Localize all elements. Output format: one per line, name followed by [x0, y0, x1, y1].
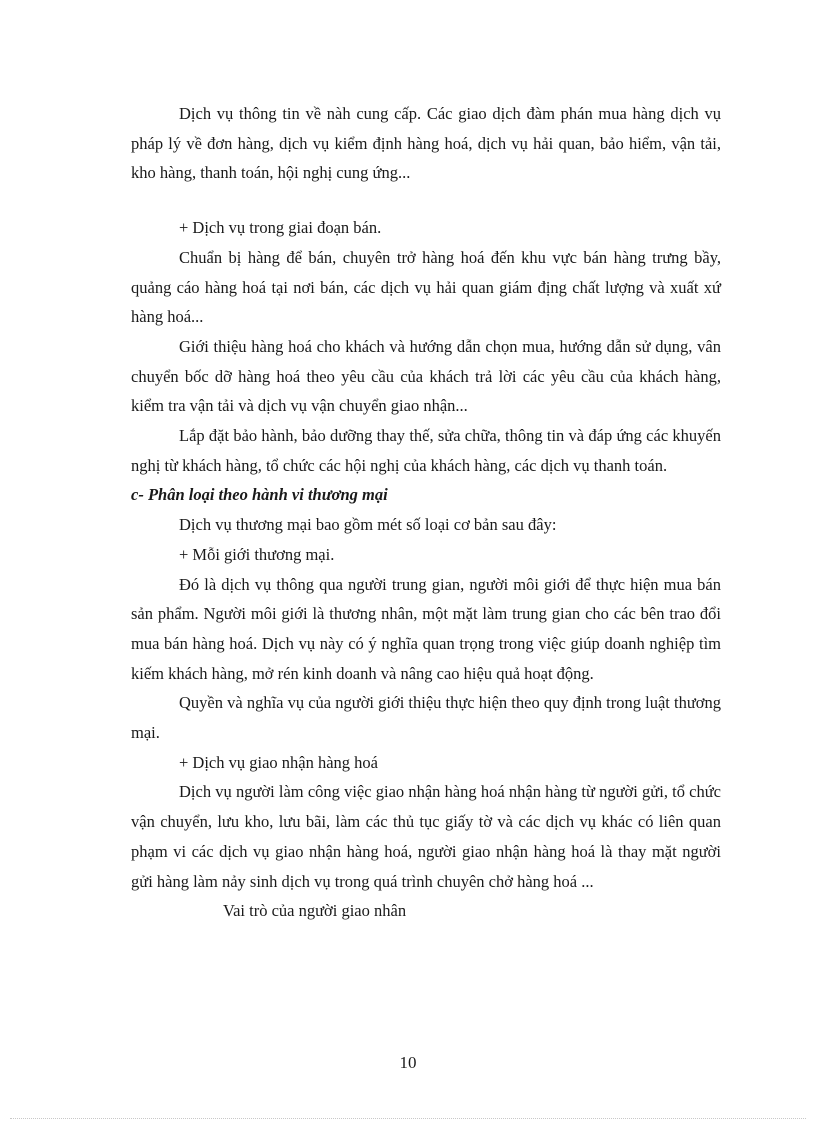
section-heading-classification: c- Phân loại theo hành vi thương mại [131, 485, 388, 505]
subheading-freight-forwarding: + Dịch vụ giao nhận hàng hoá [179, 752, 379, 772]
paragraph-service-types-intro: Dịch vụ thương mại bao gồm mét số loại cơ bản sau đây: [179, 515, 557, 535]
subheading-brokerage: + Mỗi giới thương mại. [179, 544, 335, 564]
paragraph-preparing-goods: Chuẩn bị hàng để bán, chuyên trở hàng hoá đến khu vực bán hàng trưng bầy, quảng cáo hàng hoá tại nơi bán, các dịch vụ hải quan giám địng chất lượng và xuất xứ hàng hoá... [131, 247, 721, 327]
paragraph-supplier-info: Dịch vụ thông tin về nàh cung cấp. Các giao dịch đàm phán mua hàng dịch vụ pháp lý về đơn hàng, dịch vụ kiểm định hàng hoá, dịch vụ hải quan, bảo hiểm, vận tải, kho hàng, thanh toán, hội nghị cung ứng... [131, 104, 721, 183]
page-body [131, 99, 721, 926]
paragraph-broker-rights: Quyền và nghĩa vụ của người giới thiệu thực hiện theo quy định trong luật thương mại. [131, 693, 721, 743]
paragraph-installation-warranty: Lắp đặt bảo hành, bảo dưỡng thay thế, sửa chữa, thông tin và đáp ứng các khuyến nghị từ khách hàng, tổ chức các hội nghị của khách hàng, các dịch vụ thanh toán. [131, 426, 721, 475]
paragraph-brokerage-definition: Đó là dịch vụ thông qua người trung gian, người môi giới để thực hiện mua bán sản phẩm. Người môi giới là thương nhân, một mặt làm trung gian cho các bên trao đổi mua bán hàng hoá. Dịch vụ này có ý nghĩa quan trọng trong việc giúp doanh nghiệp tìm kiếm khách hàng, mở rén kinh doanh và nâng cao hiệu quả hoạt động. [131, 574, 721, 683]
subheading-sales-stage: + Dịch vụ trong giai đoạn bán. [179, 218, 382, 238]
paragraph-product-introduction: Giới thiệu hàng hoá cho khách và hướng dẫn chọn mua, hướng dẫn sử dụng, vân chuyển bốc dỡ hàng hoá theo yêu cầu của khách trả lời các yêu cầu của khách hàng, kiểm tra vận tải và dịch vụ vận chuyển giao nhận... [131, 336, 721, 416]
page-number: 10 [399, 1053, 417, 1072]
paragraph-forwarder-role: Vai trò của người giao nhân [223, 901, 407, 921]
paragraph-gap [131, 188, 721, 213]
page-bottom-divider [10, 1118, 806, 1119]
paragraph-forwarding-definition: Dịch vụ người làm công việc giao nhận hàng hoá nhận hàng từ người gửi, tổ chức vận chuyển, lưu kho, lưu bãi, làm các thủ tục giấy tờ và các dịch vụ khác có liên quan phạm vi các dịch vụ giao nhận hàng hoá, người giao nhận hàng hoá là thay mặt người gửi hàng làm nảy sinh dịch vụ trong quá trình chuyên chở hàng hoá ... [131, 782, 721, 891]
